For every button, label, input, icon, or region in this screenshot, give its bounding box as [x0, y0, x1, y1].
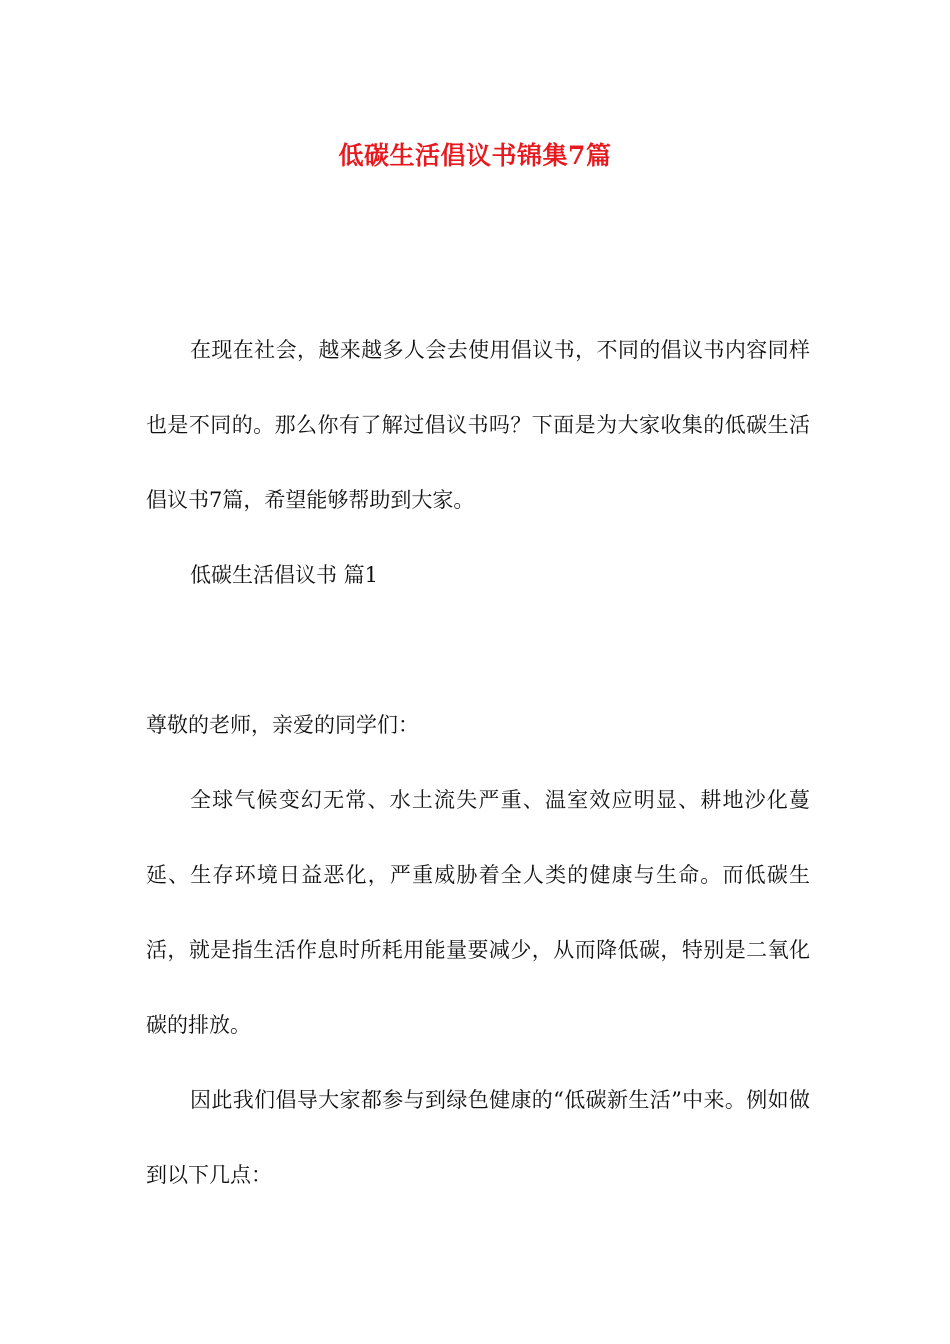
document-body [146, 313, 810, 1213]
intro-paragraph: 在现在社会，越来越多人会去使用倡议书，不同的倡议书内容同样也是不同的。那么你有了解过倡议书吗？下面是为大家收集的低碳生活倡议书7篇，希望能够帮助到大家。 [146, 338, 810, 512]
body-paragraph-1: 全球气候变幻无常、水土流失严重、温室效应明显、耕地沙化蔓延、生存环境日益恶化，严重威胁着全人类的健康与生命。而低碳生活，就是指生活作息时所耗用能量要减少，从而降低碳，特别是二氧化碳的排放。 [146, 788, 810, 1037]
section-heading: 低碳生活倡议书 篇1 [190, 563, 379, 587]
document-title: 低碳生活倡议书锦集7篇 [338, 141, 612, 170]
salutation: 尊敬的老师，亲爱的同学们： [146, 713, 419, 737]
body-paragraph-2: 因此我们倡导大家都参与到绿色健康的“低碳新生活”中来。例如做到以下几点： [146, 1088, 810, 1187]
